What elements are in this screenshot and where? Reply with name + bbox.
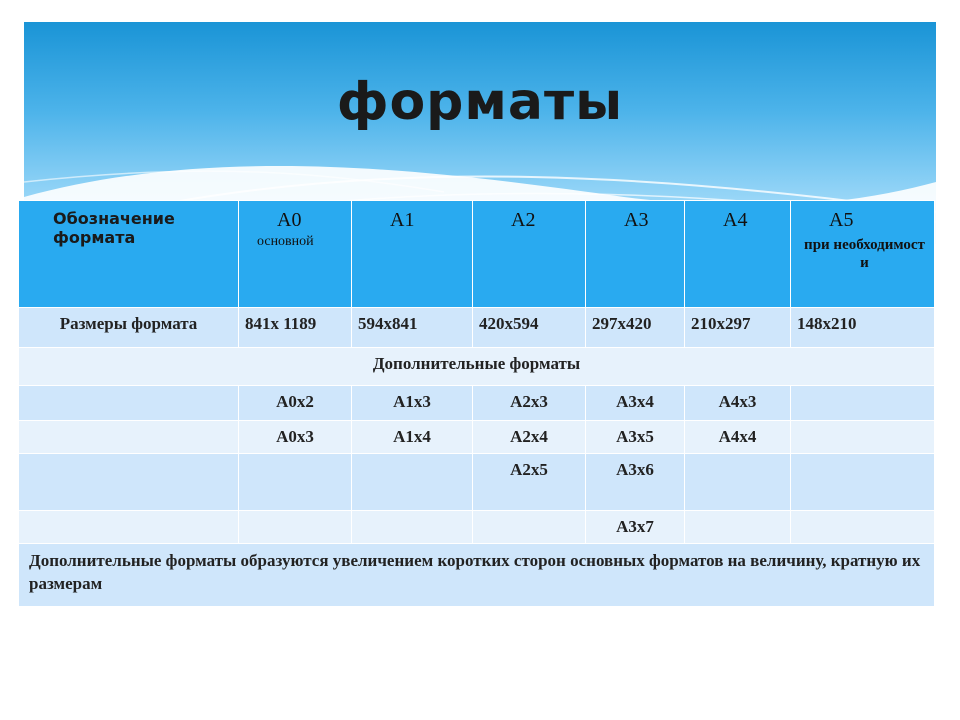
formats-table xyxy=(18,200,935,607)
extra-row xyxy=(19,454,935,511)
extra-formats-title-row xyxy=(19,348,935,386)
format-header-name: А4 xyxy=(723,209,748,231)
format-header-sub: основной xyxy=(257,234,314,249)
format-header-name: А1 xyxy=(390,209,415,231)
extra-cell xyxy=(685,511,791,544)
extra-cell: А0х2 xyxy=(239,386,352,421)
extra-cell xyxy=(239,454,352,511)
extra-cell xyxy=(473,511,586,544)
extra-cell xyxy=(791,386,935,421)
slide-title: форматы xyxy=(336,72,624,132)
extra-cell: А2х4 xyxy=(473,421,586,454)
format-header-a2 xyxy=(473,201,586,308)
sizes-row xyxy=(19,308,935,348)
extra-row xyxy=(19,511,935,544)
size-cell: 594х841 xyxy=(352,308,473,348)
size-cell: 420х594 xyxy=(473,308,586,348)
extra-cell: А0х3 xyxy=(239,421,352,454)
size-cell: 297х420 xyxy=(586,308,685,348)
extra-cell: А1х4 xyxy=(352,421,473,454)
format-header-a0 xyxy=(239,201,352,308)
format-header-name: А3 xyxy=(624,209,649,231)
format-header-sub: при необходимост и xyxy=(804,237,925,271)
extra-formats-title: Дополнительные форматы xyxy=(19,348,935,386)
table-header-row xyxy=(19,201,935,308)
format-header-a1 xyxy=(352,201,473,308)
extra-cell: А3х5 xyxy=(586,421,685,454)
extra-row xyxy=(19,386,935,421)
extra-cell xyxy=(19,511,239,544)
extra-cell xyxy=(791,421,935,454)
extra-cell: А4х3 xyxy=(685,386,791,421)
extra-cell: А3х6 xyxy=(586,454,685,511)
extra-cell xyxy=(19,454,239,511)
designation-header xyxy=(19,201,239,308)
format-header-a4 xyxy=(685,201,791,308)
extra-cell: А3х7 xyxy=(586,511,685,544)
extra-cell: А4х4 xyxy=(685,421,791,454)
extra-row xyxy=(19,421,935,454)
format-header-a5 xyxy=(791,201,935,308)
note-text: Дополнительные форматы образуются увеличением коротких сторон основных форматов на величину, кратную их размерам xyxy=(19,544,935,607)
size-cell: 148х210 xyxy=(791,308,935,348)
size-cell: 210х297 xyxy=(685,308,791,348)
format-header-a3 xyxy=(586,201,685,308)
extra-cell xyxy=(19,421,239,454)
extra-cell xyxy=(352,511,473,544)
extra-cell: А3х4 xyxy=(586,386,685,421)
extra-cell xyxy=(791,511,935,544)
extra-cell: А2х3 xyxy=(473,386,586,421)
extra-cell: А1х3 xyxy=(352,386,473,421)
extra-cell xyxy=(239,511,352,544)
format-header-name: А5 xyxy=(829,209,854,231)
designation-header-line-1: Обозначение xyxy=(53,209,175,228)
extra-cell xyxy=(352,454,473,511)
extra-cell xyxy=(791,454,935,511)
extra-cell xyxy=(19,386,239,421)
format-header-name: А0 xyxy=(277,209,302,231)
note-row xyxy=(19,544,935,607)
designation-header-line-2: формата xyxy=(53,228,136,247)
format-header-name: А2 xyxy=(511,209,536,231)
extra-cell: А2х5 xyxy=(473,454,586,511)
sizes-label: Размеры формата xyxy=(19,308,239,348)
size-cell: 841х 1189 xyxy=(239,308,352,348)
extra-cell xyxy=(685,454,791,511)
